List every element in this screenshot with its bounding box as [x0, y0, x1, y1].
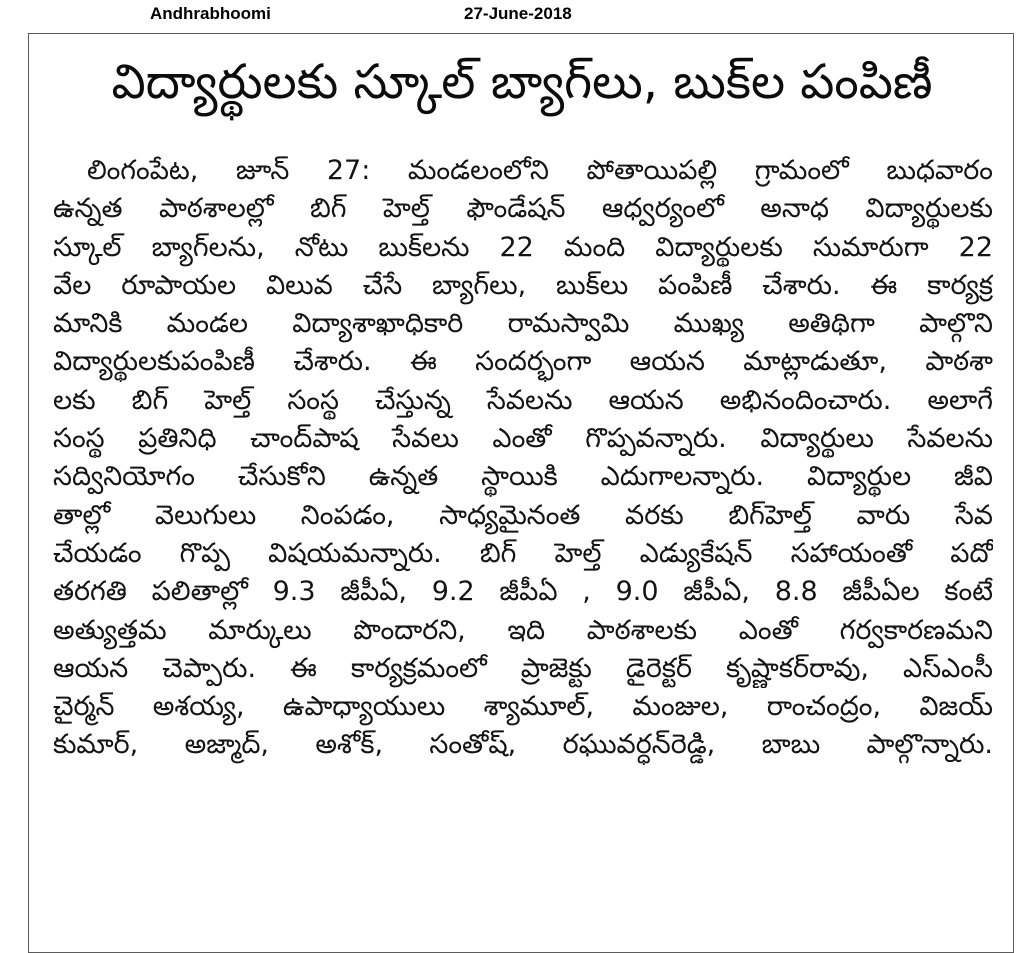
article-line: చేయడం గొప్ప విషయమన్నారు. బిగ్ హెల్త్ ఎడ్యుకేషన్ సహాయంతో పదో: [53, 537, 993, 569]
article-line: లకు బిగ్ హెల్త్ సంస్థ చేస్తున్న సేవలను ఆయన అభినందించారు. అలాగే: [53, 384, 993, 416]
publication-date: 27-June-2018: [464, 4, 572, 23]
article-line: సద్వినియోగం చేసుకోని ఉన్నత స్థాయికి ఎదుగాలన్నారు. విద్యార్థుల జీవి: [53, 461, 993, 493]
article-line: తాల్లో వెలుగులు నింపడం, సాధ్యమైనంత వరకు బిగ్‌హెల్త్ వారు సేవ: [53, 499, 993, 531]
newspaper-name: Andhrabhoomi: [150, 4, 271, 23]
article-line: స్కూల్ బ్యాగ్‌లను, నోటు బుక్‌లను 22 మంది విద్యార్థులకు సుమారుగా 22: [53, 231, 993, 263]
article-line: వేల రూపాయల విలువ చేసే బ్యాగ్‌లు, బుక్‌లు పంపిణీ చేశారు. ఈ కార్యక్ర: [53, 269, 993, 301]
article-line: సంస్థ ప్రతినిధి చాంద్‌పాష సేవలు ఎంతో గొప్పవన్నారు. విద్యార్థులు సేవలను: [53, 423, 993, 455]
article-line: చైర్మన్ అశయ్య, ఉపాధ్యాయులు శ్యామూల్, మంజుల, రాంచంద్రం, విజయ్: [53, 691, 993, 723]
article-line: ఉన్నత పాఠశాలల్లో బిగ్ హెల్త్ ఫౌండేషన్ ఆధ్వర్యంలో అనాధ విద్యార్థులకు: [53, 193, 993, 225]
masthead: [0, 4, 1033, 28]
article-clipping: [28, 33, 1014, 953]
article-line: కుమార్, అజ్మాద్, అశోక్, సంతోష్, రఘువర్ధన్‌రెడ్డి, బాబు పాల్గొన్నారు.: [53, 729, 993, 761]
article-line: లింగంపేట, జూన్ 27: మండలంలోని పోతాయిపల్లి గ్రామంలో బుధవారం: [87, 155, 993, 186]
article-line: మానికి మండల విద్యాశాఖాధికారి రామస్వామి ముఖ్య అతిథిగా పాల్గొని: [53, 308, 993, 340]
article-line: అత్యుత్తమ మార్కులు పొందారని, ఇది పాఠశాలకు ఎంతో గర్వకారణమని: [53, 614, 993, 646]
article-line: తరగతి పలితాల్లో 9.3 జీపీఏ, 9.2 జీపీఏ , 9.0 జీపీఏ, 8.8 జీపీఏల కంటే: [53, 576, 993, 608]
article-line: విద్యార్థులకుపంపిణీ చేశారు. ఈ సందర్భంగా ఆయన మాట్లాడుతూ, పాఠశా: [53, 346, 993, 378]
article-line: ఆయన చెప్పారు. ఈ కార్యక్రమంలో ప్రాజెక్టు డైరెక్టర్ కృష్ణాకర్‌రావు, ఎస్‌ఎంసీ: [53, 652, 993, 684]
article-body: [53, 152, 993, 765]
article-headline: విద్యార్థులకు స్కూల్ బ్యాగ్‌లు, బుక్‌ల పంపిణీ: [111, 54, 933, 110]
